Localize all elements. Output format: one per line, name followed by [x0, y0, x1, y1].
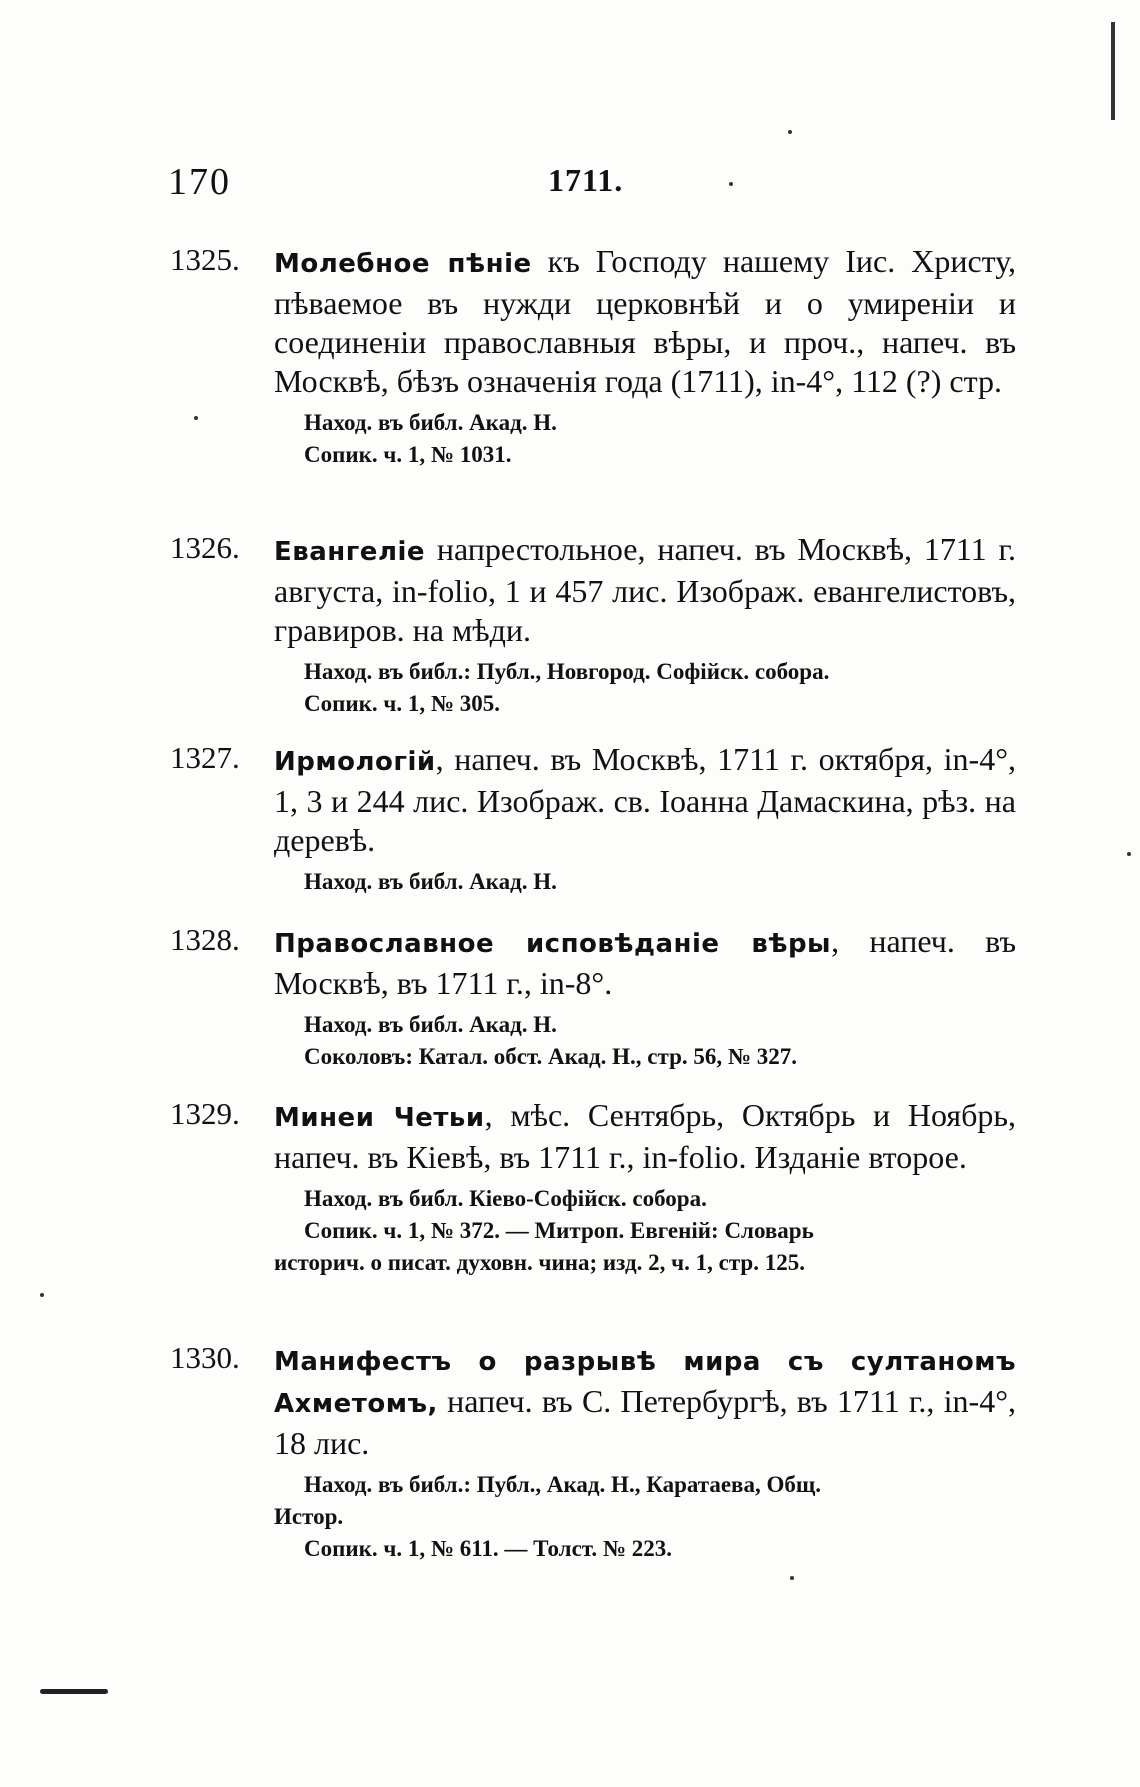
entry-text: , мѣс. Сентябрь, Октябрь и Ноябрь, напеч. въ Кіевѣ, въ 1711 г., in-folio. Изданіе второе. [274, 1097, 1016, 1175]
catalog-entry-1328 [170, 922, 1016, 1073]
entry-text: , напеч. въ Москвѣ, въ 1711 г., in-8°. [274, 923, 1016, 1001]
catalog-entry-1327 [170, 740, 1016, 898]
note-line: Сопик. ч. 1, № 305. [304, 691, 500, 716]
entry-notes [304, 1009, 1016, 1073]
note-line: Соколовъ: Катал. обст. Акад. Н., стр. 56, № 327. [304, 1044, 797, 1069]
note-line: Сопик. ч. 1, № 372. — Митроп. Евгеній: Словарь [304, 1218, 814, 1243]
ink-speck [788, 130, 792, 134]
note-line: Истор. [274, 1504, 344, 1529]
margin-rule-mark [40, 1689, 108, 1694]
entry-description [274, 1096, 1016, 1177]
page-header [168, 160, 738, 210]
note-line: Наход. въ библ.: Публ., Новгород. Софійск. собора. [304, 659, 830, 684]
catalog-entry-1329 [170, 1096, 1016, 1279]
entry-text: напеч. въ С. Петербургѣ, въ 1711 г., in-4°, 18 лис. [274, 1383, 1016, 1461]
note-line: Наход. въ библ. Акад. Н. [304, 410, 557, 435]
entry-title: Ирмологій [274, 747, 436, 777]
note-line: историч. о писат. духовн. чина; изд. 2, ч. 1, стр. 125. [274, 1250, 805, 1275]
entry-title: Евангеліе [274, 537, 426, 567]
entry-number: 1327. [170, 740, 240, 775]
entry-title: Православное исповѣданіе вѣры [274, 929, 832, 959]
entry-description [274, 740, 1016, 860]
entry-number: 1325. [170, 242, 240, 277]
catalog-entry-1330 [170, 1340, 1016, 1565]
entry-notes [274, 1183, 1016, 1279]
entry-number: 1329. [170, 1096, 240, 1131]
entry-text: , напеч. въ Москвѣ, 1711 г. октября, in-4°, 1, 3 и 244 лис. Изображ. св. Іоанна Дамаскина, рѣз. на деревѣ. [274, 741, 1016, 858]
ink-speck [1127, 852, 1131, 856]
entry-text: къ Господу нашему Іис. Христу, пѣваемое въ нужди церковнѣй и о умиреніи и соединеніи православныя вѣры, и проч., напеч. въ Москвѣ, бѣзъ означенія года (1711), in-4°, 112 (?) стр. [274, 243, 1017, 399]
entry-number: 1326. [170, 530, 240, 565]
entry-description [274, 242, 1016, 401]
note-line: Наход. въ библ. Кіево-Софійск. собора. [304, 1186, 707, 1211]
entry-notes [304, 407, 1016, 471]
catalog-entry-1325 [170, 242, 1016, 471]
entry-notes [304, 656, 1016, 720]
entry-description [274, 530, 1016, 650]
note-line: Наход. въ библ. Акад. Н. [304, 869, 557, 894]
entry-title: Минеи Четьи [274, 1103, 485, 1133]
entry-number: 1330. [170, 1340, 240, 1375]
note-line: Сопик. ч. 1, № 1031. [304, 442, 512, 467]
entry-title: Манифестъ о разрывѣ мира съ султаномъ Ахметомъ, [274, 1347, 1016, 1419]
page-edge-mark [1111, 22, 1115, 120]
note-line: Наход. въ библ.: Публ., Акад. Н., Каратаева, Общ. [304, 1472, 822, 1497]
ink-speck [790, 1576, 794, 1580]
note-line: Сопик. ч. 1, № 611. — Толст. № 223. [304, 1536, 672, 1561]
running-head-year: 1711. [548, 162, 624, 198]
note-line: Наход. въ библ. Акад. Н. [304, 1012, 557, 1037]
entry-description [274, 922, 1016, 1003]
catalog-entry-1326 [170, 530, 1016, 720]
entry-title: Молебное пѣніе [274, 249, 532, 279]
entry-notes [274, 1469, 1016, 1565]
entry-text: напрестольное, напеч. въ Москвѣ, 1711 г. августа, in-folio, 1 и 457 лис. Изображ. евангелистовъ, гравиров. на мѣди. [274, 531, 1016, 648]
entry-number: 1328. [170, 922, 240, 957]
ink-speck [40, 1293, 44, 1297]
page-number: 170 [168, 161, 231, 203]
entry-description [274, 1340, 1016, 1463]
entry-notes [304, 866, 1016, 898]
